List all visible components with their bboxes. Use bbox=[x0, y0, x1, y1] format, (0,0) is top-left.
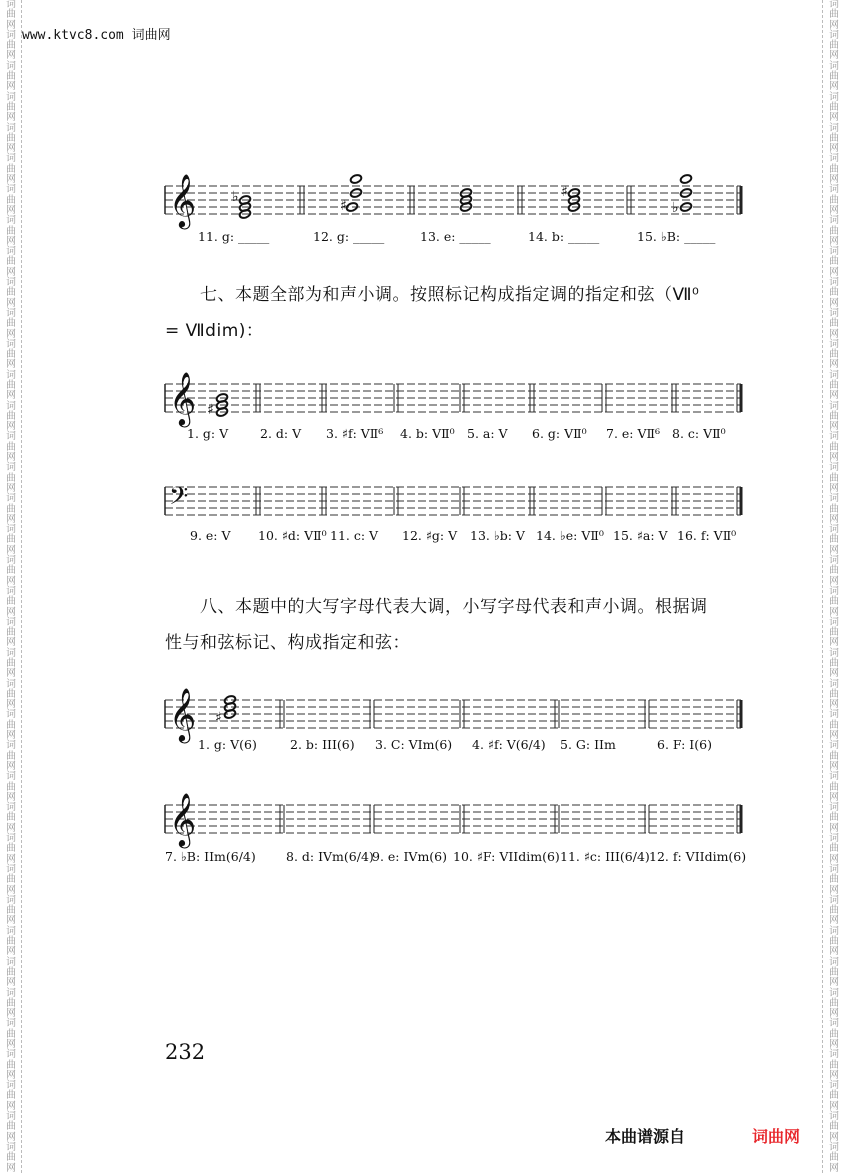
side-watermark-char: 词 bbox=[829, 184, 839, 196]
side-watermark-char: 词 bbox=[6, 894, 16, 906]
chord-label: 9. e: V bbox=[190, 528, 231, 543]
side-watermark-char: 词 bbox=[829, 277, 839, 289]
side-watermark-char: 网 bbox=[829, 544, 839, 556]
side-watermark-char: 曲 bbox=[829, 658, 839, 669]
side-watermark-char: 词 bbox=[829, 524, 839, 536]
side-watermark-char: 曲 bbox=[829, 1090, 839, 1102]
side-watermark-char: 网 bbox=[829, 19, 839, 31]
side-watermark-char: 网 bbox=[6, 421, 16, 433]
footer-source-label: 本曲谱源自 bbox=[605, 1127, 686, 1146]
side-watermark-char: 网 bbox=[6, 606, 16, 618]
side-watermark-char: 网 bbox=[6, 297, 16, 309]
side-watermark-char: 网 bbox=[829, 482, 839, 494]
side-watermark-char: 曲 bbox=[829, 874, 839, 886]
page-number: 232 bbox=[165, 1040, 206, 1064]
side-watermark-char: 曲 bbox=[829, 9, 839, 21]
chord-label: 14. b: _____ bbox=[528, 229, 600, 244]
side-watermark-char: 词 bbox=[829, 338, 839, 350]
chord-label: 2. d: V bbox=[260, 426, 302, 441]
side-watermark-char: 词 bbox=[829, 0, 839, 10]
side-watermark-char: 网 bbox=[829, 853, 839, 865]
chord-label: 6. g: VⅡ⁰ bbox=[532, 426, 587, 441]
side-watermark-char: 网 bbox=[6, 143, 16, 155]
side-watermark-char: 词 bbox=[6, 338, 16, 350]
section8-heading-line2: 性与和弦标记、构成指定和弦： bbox=[165, 633, 410, 653]
side-watermark-char: 网 bbox=[6, 482, 16, 494]
side-watermark-char: 曲 bbox=[6, 1059, 16, 1071]
chord-label: 11. c: V bbox=[330, 528, 379, 543]
side-watermark-char: 曲 bbox=[829, 410, 839, 422]
side-watermark-char: 网 bbox=[6, 359, 16, 371]
side-watermark-char: 网 bbox=[6, 513, 16, 525]
side-watermark-char: 网 bbox=[829, 915, 839, 927]
side-watermark-char: 词 bbox=[829, 987, 839, 999]
side-watermark-char: 曲 bbox=[829, 318, 839, 330]
side-watermark-char: 词 bbox=[6, 246, 16, 258]
side-watermark-char: 词 bbox=[6, 153, 16, 165]
side-watermark-char: 词 bbox=[829, 1018, 839, 1030]
side-watermark-char: 词 bbox=[829, 616, 839, 628]
footer-site-name: 词曲网 bbox=[752, 1127, 801, 1146]
side-watermark-char: 词 bbox=[6, 462, 16, 474]
side-watermark-char: 网 bbox=[829, 204, 839, 216]
side-watermark-char: 网 bbox=[829, 606, 839, 618]
side-watermark-char: 曲 bbox=[6, 936, 16, 948]
side-watermark-char: 曲 bbox=[6, 194, 16, 206]
side-watermark-char: 词 bbox=[829, 400, 839, 412]
side-watermark-char: 词 bbox=[829, 740, 839, 752]
side-watermark-char: 曲 bbox=[829, 40, 839, 52]
side-watermark-char: 曲 bbox=[6, 1152, 16, 1164]
side-watermark-char: 词 bbox=[6, 740, 16, 752]
side-watermark-char: 网 bbox=[6, 19, 16, 31]
side-watermark-char: 曲 bbox=[829, 534, 839, 546]
side-watermark-char: 网 bbox=[6, 977, 16, 989]
side-watermark-char: 曲 bbox=[829, 1059, 839, 1071]
side-watermark-char: 词 bbox=[6, 863, 16, 875]
side-watermark-char: 网 bbox=[6, 1131, 16, 1143]
side-watermark-char: 曲 bbox=[6, 966, 16, 978]
side-watermark-char: 网 bbox=[6, 390, 16, 402]
side-watermark-char: 词 bbox=[829, 153, 839, 165]
treble-clef-icon: 𝄞 bbox=[169, 792, 197, 846]
side-watermark-char: 词 bbox=[6, 833, 16, 845]
side-watermark-char: 词 bbox=[6, 647, 16, 659]
chord-label: 3. ♯f: VⅡ⁶ bbox=[326, 426, 384, 441]
side-watermark-char: 曲 bbox=[6, 874, 16, 886]
side-watermark-char: 网 bbox=[829, 760, 839, 772]
side-watermark-char: 曲 bbox=[6, 287, 16, 299]
side-watermark-char: 词 bbox=[829, 678, 839, 690]
side-watermark-char: 词 bbox=[6, 60, 16, 72]
side-watermark-char: 网 bbox=[6, 1162, 16, 1174]
side-watermark-char: 曲 bbox=[829, 163, 839, 175]
side-watermark-char: 曲 bbox=[829, 503, 839, 515]
side-watermark-char: 曲 bbox=[829, 750, 839, 762]
side-watermark-char: 词 bbox=[6, 709, 16, 721]
side-watermark-char: 词 bbox=[829, 1080, 839, 1092]
side-watermark-char: 网 bbox=[6, 452, 16, 464]
side-watermark-char: 曲 bbox=[829, 225, 839, 237]
side-watermark-char: 网 bbox=[6, 1100, 16, 1112]
chord-label: 14. ♭e: VⅡ⁰ bbox=[536, 528, 604, 543]
treble-clef-icon: 𝄞 bbox=[169, 371, 197, 425]
side-watermark-char: 网 bbox=[829, 791, 839, 803]
side-watermark-char: 曲 bbox=[829, 997, 839, 1009]
side-watermark-char: 曲 bbox=[6, 163, 16, 175]
side-watermark-char: 曲 bbox=[829, 194, 839, 206]
side-watermark-char: 网 bbox=[829, 1162, 839, 1174]
side-watermark-char: 曲 bbox=[829, 565, 839, 577]
section7-heading-line2: = Ⅶdim)： bbox=[165, 321, 264, 341]
side-watermark-char: 网 bbox=[829, 359, 839, 371]
side-watermark-char: 网 bbox=[829, 112, 839, 124]
side-watermark-char: 词 bbox=[6, 184, 16, 196]
side-watermark-char: 网 bbox=[6, 915, 16, 927]
side-watermark-char: 网 bbox=[6, 760, 16, 772]
treble-clef-icon: 𝄞 bbox=[169, 173, 197, 227]
side-watermark-char: 网 bbox=[829, 730, 839, 742]
side-watermark-char: 网 bbox=[829, 575, 839, 587]
side-watermark-char: 曲 bbox=[6, 101, 16, 113]
side-watermark-char: 曲 bbox=[6, 472, 16, 484]
side-watermark-char: 曲 bbox=[829, 441, 839, 453]
side-watermark-char: 网 bbox=[829, 81, 839, 93]
side-watermark-char: 曲 bbox=[6, 750, 16, 762]
side-watermark-char: 曲 bbox=[829, 71, 839, 83]
chord-label: 13. ♭b: V bbox=[470, 528, 525, 543]
chord-label: 12. g: _____ bbox=[313, 229, 385, 244]
chord-label: 7. ♭B: IIm(6/4) bbox=[165, 849, 256, 864]
side-watermark-char: 网 bbox=[6, 50, 16, 62]
side-watermark-char: 网 bbox=[6, 204, 16, 216]
side-watermark-char: 网 bbox=[6, 730, 16, 742]
side-watermark-char: 网 bbox=[6, 328, 16, 340]
side-watermark-char: 词 bbox=[829, 555, 839, 567]
side-watermark-char: 网 bbox=[829, 513, 839, 525]
side-watermark-char: 曲 bbox=[6, 1028, 16, 1040]
side-watermark-char: 词 bbox=[829, 1141, 839, 1153]
chord-label: 1. g: V(6) bbox=[198, 737, 257, 752]
side-watermark-char: 曲 bbox=[6, 688, 16, 700]
side-watermark-char: 曲 bbox=[829, 905, 839, 917]
side-watermark-char: 网 bbox=[829, 637, 839, 649]
side-watermark-char: 词 bbox=[6, 771, 16, 783]
side-watermark-char: 网 bbox=[829, 668, 839, 680]
side-watermark-char: 曲 bbox=[6, 997, 16, 1009]
chord-label: 12. ♯g: V bbox=[402, 528, 458, 543]
side-watermark-char: 曲 bbox=[829, 1152, 839, 1164]
side-watermark-char: 网 bbox=[6, 112, 16, 124]
side-watermark-char: 曲 bbox=[6, 843, 16, 855]
chord-label: 16. f: VⅡ⁰ bbox=[677, 528, 737, 543]
side-watermark-char: 词 bbox=[6, 678, 16, 690]
side-watermark-char: 词 bbox=[6, 277, 16, 289]
side-watermark-char: 曲 bbox=[829, 379, 839, 391]
side-watermark-char: 网 bbox=[6, 946, 16, 958]
side-watermark-char: 曲 bbox=[829, 349, 839, 361]
side-watermark-char: 曲 bbox=[6, 781, 16, 793]
chord-label: 6. F: I(6) bbox=[657, 737, 712, 752]
chord-label: 5. G: IIm bbox=[560, 737, 616, 752]
side-watermark-char: 词 bbox=[829, 369, 839, 381]
side-watermark-char: 词 bbox=[829, 29, 839, 41]
side-watermark-char: 词 bbox=[829, 307, 839, 319]
side-watermark-char: 词 bbox=[6, 493, 16, 505]
side-watermark-char: 网 bbox=[829, 1038, 839, 1050]
chord-label: 10. ♯d: VⅡ⁰ bbox=[258, 528, 327, 543]
chord-label: 4. ♯f: V(6/4) bbox=[472, 737, 546, 752]
side-watermark-char: 网 bbox=[6, 235, 16, 247]
side-watermark-char: 网 bbox=[6, 174, 16, 186]
treble-clef-icon: 𝄞 bbox=[169, 687, 197, 741]
side-watermark-char: 曲 bbox=[6, 132, 16, 144]
side-watermark-char: 词 bbox=[6, 0, 16, 10]
side-watermark-char: 词 bbox=[829, 1049, 839, 1061]
chord-label: 5. a: V bbox=[467, 426, 508, 441]
side-watermark-char: 词 bbox=[829, 802, 839, 814]
side-watermark-char: 网 bbox=[829, 297, 839, 309]
side-watermark-char: 网 bbox=[6, 1069, 16, 1081]
side-watermark-char: 词 bbox=[829, 91, 839, 103]
side-watermark-char: 网 bbox=[6, 266, 16, 278]
side-watermark-char: 词 bbox=[829, 647, 839, 659]
side-watermark-char: 网 bbox=[829, 1100, 839, 1112]
side-watermark-char: 曲 bbox=[829, 812, 839, 824]
side-watermark-char: 词 bbox=[6, 122, 16, 134]
side-watermark-char: 网 bbox=[829, 266, 839, 278]
side-watermark-char: 词 bbox=[6, 307, 16, 319]
side-watermark-char: 网 bbox=[6, 699, 16, 711]
side-watermark-char: 曲 bbox=[6, 1090, 16, 1102]
side-watermark-char: 网 bbox=[6, 1038, 16, 1050]
flat-icon: ♭ bbox=[232, 189, 239, 205]
side-watermark-char: 词 bbox=[6, 1018, 16, 1030]
side-watermark-char: 词 bbox=[6, 91, 16, 103]
side-watermark-char: 网 bbox=[829, 1008, 839, 1020]
whole-note bbox=[350, 174, 363, 185]
side-watermark-char: 词 bbox=[829, 1111, 839, 1123]
side-watermark-char: 词 bbox=[6, 802, 16, 814]
side-watermark-char: 曲 bbox=[6, 627, 16, 639]
chord-label: 4. b: VⅡ⁰ bbox=[400, 426, 455, 441]
side-watermark-char: 曲 bbox=[829, 719, 839, 731]
sharp-icon: ♯ bbox=[340, 198, 347, 214]
side-watermark-char: 词 bbox=[6, 1080, 16, 1092]
side-watermark-char: 曲 bbox=[6, 379, 16, 391]
side-watermark-char: 网 bbox=[829, 50, 839, 62]
side-watermark-char: 网 bbox=[829, 390, 839, 402]
side-watermark-char: 曲 bbox=[6, 905, 16, 917]
side-watermark-char: 曲 bbox=[829, 256, 839, 268]
side-watermark-char: 词 bbox=[829, 493, 839, 505]
side-watermark-char: 网 bbox=[829, 884, 839, 896]
side-watermark-char: 曲 bbox=[6, 9, 16, 21]
side-watermark-char: 词 bbox=[6, 987, 16, 999]
side-watermark-char: 网 bbox=[829, 235, 839, 247]
side-watermark-char: 词 bbox=[6, 585, 16, 597]
side-watermark-char: 曲 bbox=[6, 658, 16, 669]
site-watermark: www.ktvc8.com 词曲网 bbox=[22, 28, 171, 43]
chord-label: 11. ♯c: III(6/4) bbox=[560, 849, 650, 864]
side-watermark-char: 曲 bbox=[829, 132, 839, 144]
side-watermark-char: 网 bbox=[829, 452, 839, 464]
side-watermark-char: 网 bbox=[6, 637, 16, 649]
side-watermark-char: 曲 bbox=[6, 40, 16, 52]
side-watermark-char: 曲 bbox=[829, 596, 839, 608]
side-watermark-char: 网 bbox=[6, 884, 16, 896]
side-watermark-char: 网 bbox=[6, 544, 16, 556]
side-watermark-char: 词 bbox=[829, 771, 839, 783]
side-watermark-char: 曲 bbox=[6, 349, 16, 361]
side-watermark-char: 曲 bbox=[829, 843, 839, 855]
side-watermark-char: 网 bbox=[829, 174, 839, 186]
side-watermark-char: 曲 bbox=[6, 719, 16, 731]
chord-label: 3. C: VIm(6) bbox=[375, 737, 453, 752]
side-watermark-char: 曲 bbox=[6, 1121, 16, 1133]
side-watermark-char: 词 bbox=[829, 709, 839, 721]
side-watermark-char: 网 bbox=[6, 575, 16, 587]
section7-heading-line1: 七、本题全部为和声小调。按照标记构成指定调的指定和弦（Ⅶ⁰ bbox=[200, 285, 700, 305]
side-watermark-char: 网 bbox=[829, 699, 839, 711]
side-watermark-char: 曲 bbox=[6, 503, 16, 515]
side-watermark-char: 网 bbox=[829, 822, 839, 834]
side-watermark-char: 曲 bbox=[6, 225, 16, 237]
chord-label: 15. ♯a: V bbox=[613, 528, 668, 543]
side-watermark-char: 词 bbox=[829, 462, 839, 474]
flat-icon: ♭ bbox=[672, 200, 679, 216]
side-watermark-char: 词 bbox=[829, 60, 839, 72]
side-watermark-char: 网 bbox=[829, 977, 839, 989]
chord-label: 8. d: IVm(6/4) bbox=[286, 849, 374, 864]
side-watermark-char: 词 bbox=[6, 1141, 16, 1153]
chord-label: 9. e: IVm(6) bbox=[372, 849, 448, 864]
side-watermark-char: 词 bbox=[6, 555, 16, 567]
side-watermark-char: 网 bbox=[6, 853, 16, 865]
side-watermark-char: 曲 bbox=[829, 472, 839, 484]
side-watermark-char: 曲 bbox=[6, 318, 16, 330]
side-watermark-char: 词 bbox=[6, 369, 16, 381]
side-watermark-char: 词 bbox=[829, 863, 839, 875]
chord-label: 10. ♯F: VIIdim(6) bbox=[453, 849, 560, 864]
side-watermark-char: 网 bbox=[6, 668, 16, 680]
side-watermark-char: 曲 bbox=[6, 441, 16, 453]
side-watermark-char: 网 bbox=[829, 946, 839, 958]
chord-label: 1. g: V bbox=[187, 426, 229, 441]
side-watermark-char: 曲 bbox=[6, 596, 16, 608]
chord-label: 13. e: _____ bbox=[420, 229, 491, 244]
side-watermark-char: 词 bbox=[6, 431, 16, 443]
side-watermark-char: 曲 bbox=[829, 966, 839, 978]
side-watermark-char: 网 bbox=[6, 1008, 16, 1020]
side-watermark-char: 词 bbox=[829, 585, 839, 597]
sharp-icon: ♯ bbox=[207, 402, 214, 418]
whole-note bbox=[680, 174, 693, 185]
side-watermark-char: 曲 bbox=[829, 1121, 839, 1133]
side-watermark-char: 网 bbox=[829, 328, 839, 340]
side-watermark-char: 词 bbox=[6, 29, 16, 41]
side-watermark-char: 曲 bbox=[6, 71, 16, 83]
side-watermark-char: 词 bbox=[6, 400, 16, 412]
side-watermark-char: 网 bbox=[6, 81, 16, 93]
side-watermark-char: 词 bbox=[829, 956, 839, 968]
side-watermark-char: 曲 bbox=[829, 781, 839, 793]
side-watermark-char: 词 bbox=[829, 833, 839, 845]
side-watermark-char: 曲 bbox=[6, 256, 16, 268]
side-watermark-char: 曲 bbox=[829, 287, 839, 299]
sharp-icon: ♯ bbox=[561, 184, 568, 200]
side-watermark-char: 词 bbox=[829, 894, 839, 906]
side-watermark-char: 网 bbox=[829, 421, 839, 433]
side-watermark-char: 词 bbox=[829, 215, 839, 227]
side-watermark-char: 曲 bbox=[6, 410, 16, 422]
chord-label: 2. b: III(6) bbox=[290, 737, 355, 752]
side-watermark-char: 曲 bbox=[829, 1028, 839, 1040]
side-watermark-char: 词 bbox=[6, 524, 16, 536]
side-watermark-char: 词 bbox=[6, 1111, 16, 1123]
chord-label: 12. f: VIIdim(6) bbox=[649, 849, 747, 864]
side-watermark-char: 网 bbox=[829, 1131, 839, 1143]
side-watermark-char: 词 bbox=[829, 431, 839, 443]
side-watermark-char: 曲 bbox=[6, 812, 16, 824]
side-watermark-char: 词 bbox=[6, 1049, 16, 1061]
side-watermark-char: 网 bbox=[6, 791, 16, 803]
chord-label: 8. c: VⅡ⁰ bbox=[672, 426, 726, 441]
side-watermark-char: 词 bbox=[6, 215, 16, 227]
chord-label: 15. ♭B: _____ bbox=[637, 229, 716, 244]
side-watermark-char: 词 bbox=[6, 956, 16, 968]
side-watermark-char: 曲 bbox=[829, 627, 839, 639]
section8-heading-line1: 八、本题中的大写字母代表大调，小写字母代表和声小调。根据调 bbox=[200, 597, 708, 617]
sharp-icon: ♯ bbox=[215, 710, 222, 726]
side-watermark-char: 曲 bbox=[6, 534, 16, 546]
side-watermark-char: 曲 bbox=[829, 101, 839, 113]
side-watermark-char: 词 bbox=[6, 616, 16, 628]
side-watermark-char: 网 bbox=[6, 822, 16, 834]
side-watermark-char: 网 bbox=[829, 1069, 839, 1081]
side-watermark-char: 网 bbox=[829, 143, 839, 155]
side-watermark-char: 曲 bbox=[6, 565, 16, 577]
side-watermark-char: 词 bbox=[829, 925, 839, 937]
side-watermark-char: 曲 bbox=[829, 688, 839, 700]
bass-clef-icon: 𝄢 bbox=[169, 482, 189, 517]
chord-label: 7. e: VⅡ⁶ bbox=[606, 426, 661, 441]
side-watermark-char: 词 bbox=[6, 925, 16, 937]
chord-label: 11. g: _____ bbox=[198, 229, 270, 244]
side-watermark-char: 词 bbox=[829, 246, 839, 258]
side-watermark-char: 曲 bbox=[829, 936, 839, 948]
side-watermark-char: 词 bbox=[829, 122, 839, 134]
